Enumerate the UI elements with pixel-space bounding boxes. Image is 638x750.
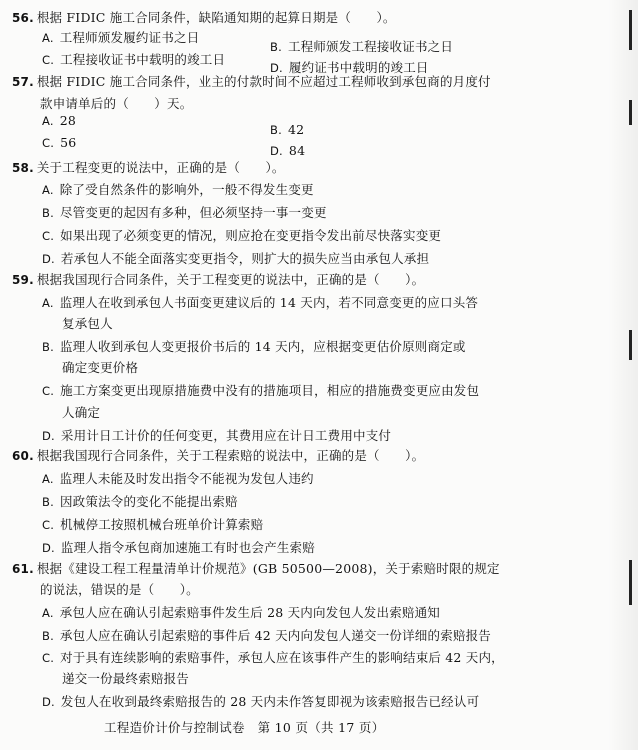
question-57-stem-line2: 款申请单后的（ ）天。 xyxy=(40,96,193,111)
q58-option-d: D. 若承包人不能全面落实变更指令，则扩大的损失应当由承包人承担 xyxy=(42,251,430,266)
q61-option-a: A. 承包人应在确认引起索赔事件发生后 28 天内向发包人发出索赔通知 xyxy=(42,605,440,620)
page-footer: 工程造价计价与控制试卷 第 10 页（共 17 页） xyxy=(104,720,385,735)
q60-option-c: C. 机械停工按照机械台班单价计算索赔 xyxy=(42,517,264,532)
q56-option-c: C. 工程接收证书中载明的竣工日 xyxy=(42,52,226,67)
scan-edge-mark xyxy=(629,560,632,605)
scan-shadow xyxy=(608,0,638,750)
q56-option-d: D. 履约证书中载明的竣工日 xyxy=(270,60,429,75)
q60-option-b: B. 因政策法令的变化不能提出索赔 xyxy=(42,494,238,509)
scan-edge-mark xyxy=(629,100,632,125)
q61-option-c-line2: 递交一份最终索赔报告 xyxy=(62,671,190,686)
q58-option-b: B. 尽管变更的起因有多种，但必须坚持一事一变更 xyxy=(42,205,327,220)
q58-option-a: A. 除了受自然条件的影响外，一般不得发生变更 xyxy=(42,182,314,197)
q57-option-d: D. 84 xyxy=(270,143,306,158)
q56-option-b: B. 工程师颁发工程接收证书之日 xyxy=(270,39,454,54)
scan-edge-mark xyxy=(629,10,632,50)
q58-option-c: C. 如果出现了必须变更的情况，则应抢在变更指令发出前尽快落实变更 xyxy=(42,228,442,243)
q59-option-c-line2: 人确定 xyxy=(62,405,101,420)
q61-option-b: B. 承包人应在确认引起索赔的事件后 42 天内向发包人递交一份详细的索赔报告 xyxy=(42,628,492,643)
q59-option-c: C. 施工方案变更出现原措施费中没有的措施项目，相应的措施费变更应由发包 xyxy=(42,383,480,398)
q57-option-c: C. 56 xyxy=(42,135,77,150)
q59-option-d: D. 采用计日工计价的任何变更，其费用应在计日工费用中支付 xyxy=(42,428,392,443)
q61-option-c: C. 对于具有连续影响的索赔事件，承包人应在该事件产生的影响结束后 42 天内， xyxy=(42,650,504,665)
q56-option-a: A. 工程师颁发履约证书之日 xyxy=(42,30,200,45)
question-60-stem: 60. 根据我国现行合同条件，关于工程索赔的说法中，正确的是（ ）。 xyxy=(12,448,425,463)
question-61-stem-line2: 的说法，错误的是（ ）。 xyxy=(40,582,199,597)
question-61-stem: 61. 根据《建设工程工程量清单计价规范》(GB 50500—2008)，关于索赔时限的规定 xyxy=(12,561,500,576)
q59-option-b: B. 监理人收到承包人变更报价书后的 14 天内，应根据变更估价原则商定或 xyxy=(42,339,466,354)
question-56-stem: 56. 根据 FIDIC 施工合同条件，缺陷通知期的起算日期是（ ）。 xyxy=(12,10,396,25)
question-58-stem: 58. 关于工程变更的说法中，正确的是（ ）。 xyxy=(12,160,285,175)
q59-option-a-line2: 复承包人 xyxy=(62,316,113,331)
q57-option-a: A. 28 xyxy=(42,113,77,128)
scan-edge-mark xyxy=(629,330,632,360)
q59-option-a: A. 监理人在收到承包人书面变更建议后的 14 天内，若不同意变更的应口头答 xyxy=(42,295,479,310)
q61-option-d: D. 发包人在收到最终索赔报告的 28 天内未作答复即视为该索赔报告已经认可 xyxy=(42,694,480,709)
q60-option-a: A. 监理人未能及时发出指令不能视为发包人违约 xyxy=(42,471,314,486)
q57-option-b: B. 42 xyxy=(270,122,305,137)
question-57-stem: 57. 根据 FIDIC 施工合同条件，业主的付款时间不应超过工程师收到承包商的月度付 xyxy=(12,74,491,89)
q59-option-b-line2: 确定变更价格 xyxy=(62,360,139,375)
q60-option-d: D. 监理人指令承包商加速施工有时也会产生索赔 xyxy=(42,540,315,555)
question-59-stem: 59. 根据我国现行合同条件，关于工程变更的说法中，正确的是（ ）。 xyxy=(12,272,425,287)
